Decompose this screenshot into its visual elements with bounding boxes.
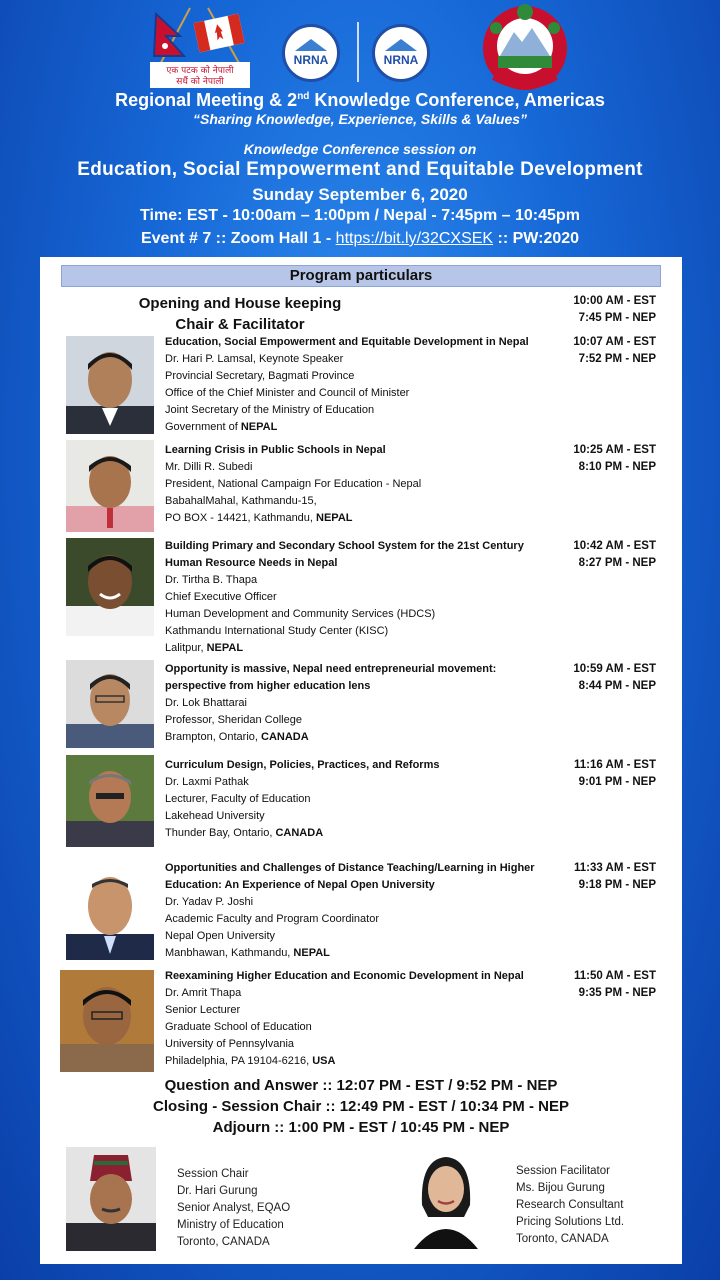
talk-item: Opportunity is massive, Nepal need entrepreneurial movement: perspective from higher education lens Dr. Lok Bhattarai Professor, Sheridan College Brampton, Ontario, CANADA bbox=[165, 663, 497, 743]
opening-block: Opening and House keeping Chair & Facilitator bbox=[138, 295, 342, 333]
qa-line: Question and Answer :: 12:07 PM - EST / 9:52 PM - NEP bbox=[164, 1077, 558, 1094]
session-chair-info: Session Chair Dr. Hari Gurung Senior Analyst, EQAO Ministry of Education Toronto, CANADA bbox=[177, 1168, 291, 1248]
talk-time: 11:50 AM - EST 9:35 PM - NEP bbox=[573, 970, 656, 999]
logo-divider bbox=[357, 22, 359, 82]
session-topic: Education, Social Empowerment and Equitable Development bbox=[77, 159, 643, 180]
talk-time: 10:59 AM - EST 8:44 PM - NEP bbox=[573, 663, 656, 692]
talk-time: 10:25 AM - EST 8:10 PM - NEP bbox=[573, 444, 656, 473]
session-date: Sunday September 6, 2020 bbox=[252, 185, 468, 204]
talk-item: Opportunities and Challenges of Distance Teaching/Learning in Higher Education: An Experience of Nepal Open University Dr. Yadav P. Joshi Academic Faculty and Program Coordinator Nepal Open University Manbhawan, Kathmandu, NEPAL bbox=[165, 862, 535, 959]
talk-time: 10:42 AM - EST 8:27 PM - NEP bbox=[573, 540, 656, 569]
closing-line: Closing - Session Chair :: 12:49 PM - EST / 10:34 PM - NEP bbox=[153, 1098, 569, 1115]
talk-item: Reexamining Higher Education and Economic Development in Nepal Dr. Amrit Thapa Senior Lecturer Graduate School of Education University of Pennsylvania Philadelphia, PA 19104-6216, USA bbox=[165, 970, 524, 1067]
svg-text:सधैं को नेपाली: सधैं को नेपाली bbox=[176, 77, 224, 87]
talk-time: 11:33 AM - EST 9:18 PM - NEP bbox=[573, 862, 656, 891]
event-info: Event # 7 :: Zoom Hall 1 - https://bit.ly/32CXSEK :: PW:2020 bbox=[140, 230, 580, 247]
session-intro: Knowledge Conference session on bbox=[243, 141, 477, 157]
session-facilitator-photo bbox=[400, 1145, 492, 1249]
zoom-link[interactable]: https://bit.ly/32CXSEK bbox=[335, 230, 494, 247]
speaker-photo bbox=[60, 970, 154, 1072]
program-panel bbox=[40, 257, 682, 1264]
talk-item: Curriculum Design, Policies, Practices, and Reforms Dr. Laxmi Pathak Lecturer, Faculty of Education Lakehead University Thunder Bay, Ontario, CANADA bbox=[165, 759, 440, 839]
session-facilitator-info: Session Facilitator Ms. Bijou Gurung Research Consultant Pricing Solutions Ltd. Toronto, CANADA bbox=[516, 1165, 625, 1245]
talk-time: 10:07 AM - EST 7:52 PM - NEP bbox=[573, 336, 656, 365]
program-heading: Program particulars bbox=[61, 265, 661, 287]
nepal-canada-flags-logo bbox=[150, 2, 250, 90]
conference-tagline: “Sharing Knowledge, Experience, Skills & Values” bbox=[192, 111, 528, 127]
speaker-photo bbox=[66, 440, 154, 532]
speaker-photo bbox=[66, 660, 154, 748]
session-time: Time: EST - 10:00am – 1:00pm / Nepal - 7:45pm – 10:45pm bbox=[140, 207, 580, 224]
session-chair-photo bbox=[66, 1147, 156, 1251]
svg-text:एक पटक को नेपाली: एक पटक को नेपाली bbox=[166, 66, 234, 76]
nrna-ncc-canada-logo: NRNA bbox=[372, 24, 430, 82]
speaker-photo bbox=[66, 862, 154, 960]
speaker-photo bbox=[66, 755, 154, 847]
nepal-emblem-logo bbox=[476, 2, 574, 94]
talk-item: Building Primary and Secondary School System for the 21st Century Human Resource Needs in Nepal Dr. Tirtha B. Thapa Chief Executive Officer Human Development and Community Services (HDCS) Kathmandu International Study Center (KISC) Lalitpur, NEPAL bbox=[165, 540, 524, 654]
nrna-logo: NRNA bbox=[282, 24, 340, 82]
speaker-photo bbox=[66, 336, 154, 434]
conference-title: Regional Meeting & 2nd Knowledge Conference, Americas bbox=[115, 90, 605, 110]
opening-time: 10:00 AM - EST 7:45 PM - NEP bbox=[573, 295, 656, 324]
talk-time: 11:16 AM - EST 9:01 PM - NEP bbox=[573, 759, 656, 788]
talk-item: Education, Social Empowerment and Equitable Development in Nepal Dr. Hari P. Lamsal, Keynote Speaker Provincial Secretary, Bagmati Province Office of the Chief Minister and Council of Minister Joint Secretary of the Ministry of Education Government of NEPAL bbox=[165, 336, 529, 433]
talk-item: Learning Crisis in Public Schools in Nepal Mr. Dilli R. Subedi President, National Campaign For Education - Nepal BabahalMahal, Kathmandu-15, PO BOX - 14421, Kathmandu, NEPAL bbox=[165, 444, 422, 524]
speaker-photo bbox=[66, 538, 154, 636]
adjourn-line: Adjourn :: 1:00 PM - EST / 10:45 PM - NEP bbox=[212, 1119, 510, 1136]
